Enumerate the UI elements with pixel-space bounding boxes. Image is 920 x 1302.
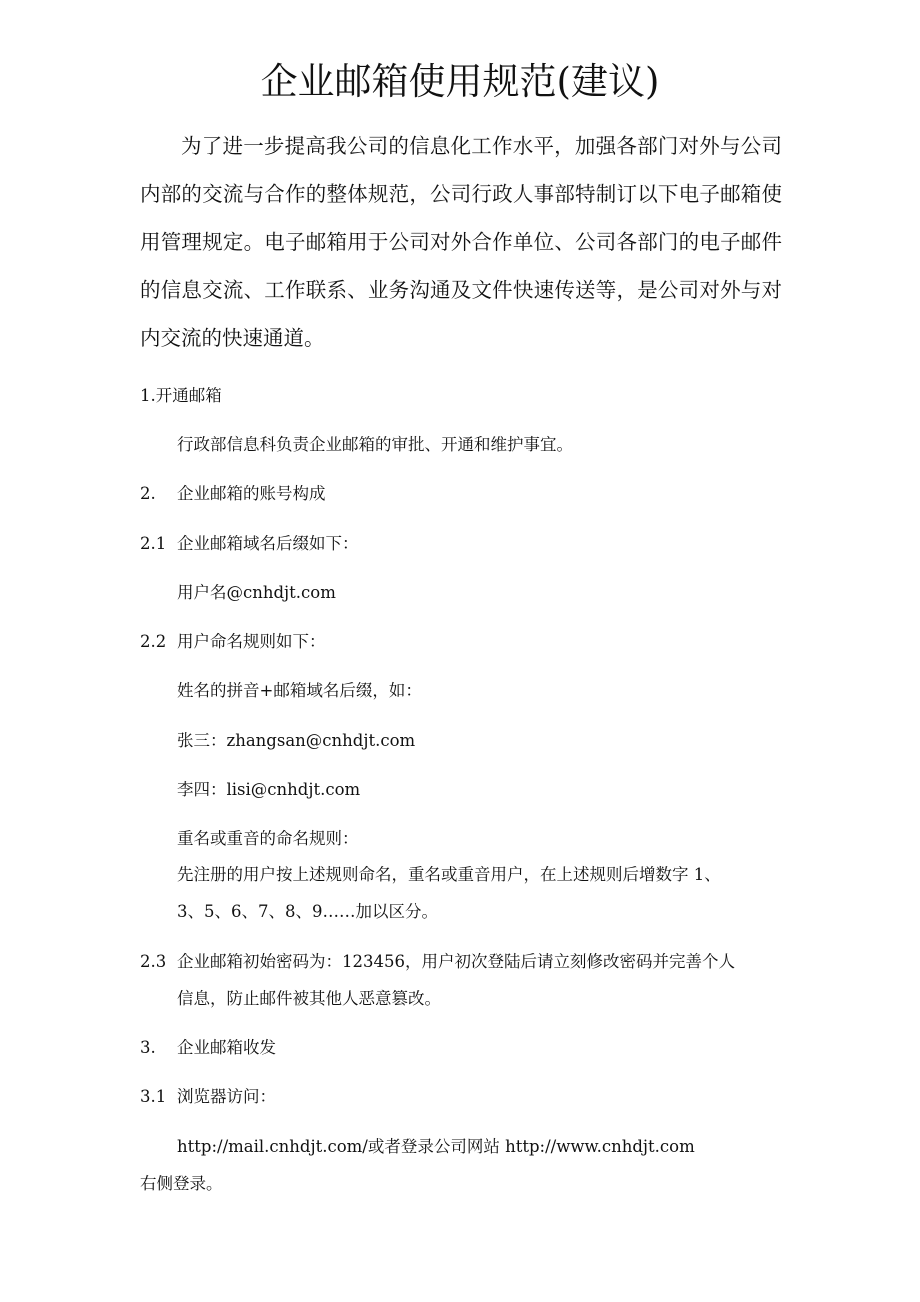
section-3-1-title: 浏览器访问： xyxy=(177,1087,276,1106)
mail-access-urls-continued: 右侧登录。 xyxy=(140,1174,223,1193)
section-2-2-number: 2.2 xyxy=(140,632,167,651)
duplicate-rule-line-1: 先注册的用户按上述规则命名，重名或重音用户，在上述规则后增数字 1、 xyxy=(177,865,721,884)
duplicate-rule-line-2: 3、5、6、7、8、9……加以区分。 xyxy=(177,902,438,921)
page-title: 企业邮箱使用规范(建议) xyxy=(260,60,660,103)
section-2-1-heading xyxy=(140,531,359,557)
section-2-1-title: 企业邮箱域名后缀如下： xyxy=(177,534,359,553)
section-1-heading: 1.开通邮箱 xyxy=(140,386,222,405)
section-2-heading xyxy=(140,481,326,507)
section-2-3-line-2: 信息，防止邮件被其他人恶意篡改。 xyxy=(177,989,441,1008)
intro-paragraph: 为了进一步提高我公司的信息化工作水平，加强各部门对外与公司内部的交流与合作的整体规范，公司行政人事部特制订以下电子邮箱使用管理规定。电子邮箱用于公司对外合作单位、公司各部门的电子邮件的信息交流、工作联系、业务沟通及文件快速传送等，是公司对外与对内交流的快速通道。 xyxy=(140,134,782,350)
duplicate-rule-heading: 重名或重音的命名规则： xyxy=(177,829,359,848)
section-3-number: 3. xyxy=(140,1038,156,1057)
section-3-1-number: 3.1 xyxy=(140,1087,167,1106)
section-2-2-title: 用户命名规则如下： xyxy=(177,632,326,651)
section-2-3-number: 2.3 xyxy=(140,952,167,971)
section-1-body: 行政部信息科负责企业邮箱的审批、开通和维护事宜。 xyxy=(177,435,573,454)
section-3-title: 企业邮箱收发 xyxy=(177,1038,276,1057)
section-2-title: 企业邮箱的账号构成 xyxy=(177,484,326,503)
section-3-heading xyxy=(140,1035,276,1061)
naming-rule: 姓名的拼音+邮箱域名后缀，如： xyxy=(177,681,422,700)
mail-access-urls: http://mail.cnhdjt.com/或者登录公司网站 http://www.cnhdjt.com xyxy=(177,1137,695,1156)
section-2-number: 2. xyxy=(140,484,156,503)
section-2-1-number: 2.1 xyxy=(140,534,167,553)
naming-example-2: 李四：lisi@cnhdjt.com xyxy=(177,780,361,799)
section-3-1-heading xyxy=(140,1084,276,1110)
naming-example-1: 张三：zhangsan@cnhdjt.com xyxy=(177,731,416,750)
section-2-3-line-1 xyxy=(140,949,735,975)
domain-suffix-example: 用户名@cnhdjt.com xyxy=(177,583,336,602)
section-2-2-heading xyxy=(140,629,326,655)
initial-password-text: 企业邮箱初始密码为：123456，用户初次登陆后请立刻修改密码并完善个人 xyxy=(177,952,735,971)
